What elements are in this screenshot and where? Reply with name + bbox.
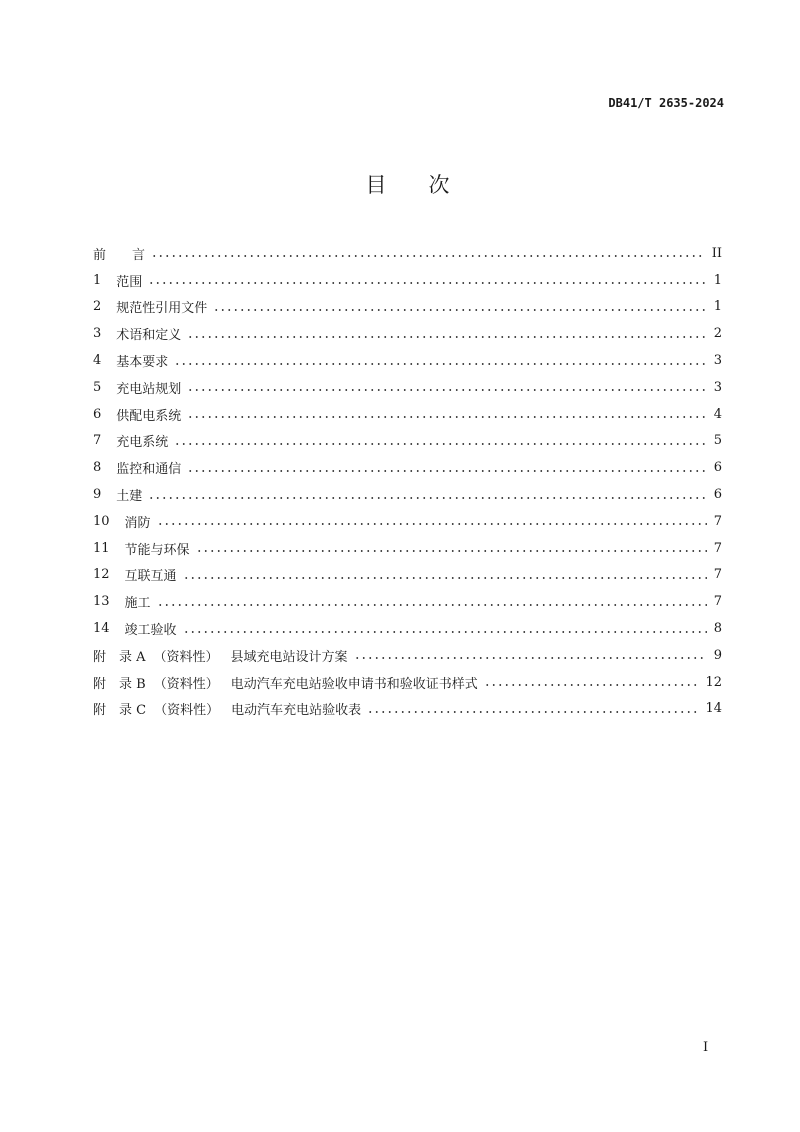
dot-leader — [148, 490, 706, 500]
dot-leader — [484, 677, 699, 687]
toc-entry-title: 供配电系统 — [116, 408, 182, 424]
dot-leader — [157, 516, 707, 526]
toc-entry-number: 10 — [93, 513, 110, 529]
toc-entry-number: 11 — [93, 540, 110, 556]
toc-entry-foreword — [93, 240, 722, 267]
dot-leader — [187, 382, 706, 392]
toc-entry — [93, 615, 722, 642]
toc-entry-page: 7 — [713, 594, 722, 610]
toc-entry-number: 2 — [93, 299, 102, 315]
toc-entry-page: 3 — [713, 379, 722, 395]
toc-entry-title: 规范性引用文件 — [116, 301, 208, 317]
page-title: 目 次 — [365, 173, 450, 197]
toc-entry-title: 范围 — [116, 274, 143, 290]
toc-entry-number: 6 — [93, 406, 102, 422]
toc-entry-title: 消防 — [124, 515, 151, 531]
dot-leader — [187, 329, 706, 339]
dot-leader — [183, 570, 707, 580]
toc-entry-number: 13 — [93, 594, 110, 610]
dot-leader — [174, 356, 706, 366]
toc-entry — [93, 320, 722, 347]
toc-entry — [93, 294, 722, 321]
toc-entry-number: 1 — [93, 272, 102, 288]
toc-entry-number: 8 — [93, 460, 102, 476]
toc-entry-title: 竣工验收 — [124, 623, 177, 639]
toc-entry-title: 互联互通 — [124, 569, 177, 585]
toc-entry-appendix — [93, 642, 722, 669]
toc-entry-page: 6 — [713, 487, 722, 503]
toc-entry-number: 12 — [93, 567, 110, 583]
toc-entry — [93, 267, 722, 294]
toc-entry — [93, 535, 722, 562]
toc-entry-page: 1 — [713, 272, 722, 288]
toc-entry-title: 基本要求 — [116, 355, 169, 371]
toc-entry — [93, 374, 722, 401]
toc-entry-title: 监控和通信 — [116, 462, 182, 478]
toc-entry-page: 12 — [705, 674, 722, 690]
toc-entry-page: 3 — [713, 353, 722, 369]
toc-entry-page: II — [711, 245, 722, 261]
dot-leader — [148, 275, 706, 285]
toc-entry-page: 4 — [713, 406, 722, 422]
toc-entry-number: 4 — [93, 353, 102, 369]
appendix-note: （资料性） — [153, 649, 219, 665]
toc-entry-title: 充电站规划 — [116, 381, 182, 397]
toc-entry — [93, 588, 722, 615]
toc-entry-title: 施工 — [124, 596, 151, 612]
toc-entry — [93, 401, 722, 428]
toc-entry-number: 9 — [93, 487, 102, 503]
toc-entry-page: 1 — [713, 299, 722, 315]
toc-entry-page: 7 — [713, 540, 722, 556]
toc-entry — [93, 347, 722, 374]
toc-entry-appendix — [93, 669, 722, 696]
dot-leader — [187, 463, 706, 473]
table-of-contents — [93, 240, 722, 722]
dot-leader — [213, 302, 706, 312]
dot-leader — [151, 248, 705, 258]
page-number: I — [703, 1040, 709, 1055]
toc-entry-title: 节能与环保 — [124, 542, 190, 558]
appendix-label: 附 录 B — [93, 676, 146, 692]
toc-entry-title: 前 言 — [93, 247, 146, 263]
toc-entry-number: 7 — [93, 433, 102, 449]
toc-entry-appendix — [93, 696, 722, 723]
toc-entry-page: 2 — [713, 326, 722, 342]
dot-leader — [367, 704, 698, 714]
appendix-label: 附 录 A — [93, 649, 146, 665]
toc-entry-title: 术语和定义 — [116, 328, 182, 344]
toc-entry-number: 5 — [93, 379, 102, 395]
appendix-note: （资料性） — [153, 676, 219, 692]
dot-leader — [174, 436, 706, 446]
dot-leader — [187, 409, 706, 419]
dot-leader — [183, 624, 707, 634]
toc-entry — [93, 454, 722, 481]
toc-entry-number: 3 — [93, 326, 102, 342]
toc-entry-title: 电动汽车充电站验收表 — [231, 703, 362, 719]
toc-entry — [93, 508, 722, 535]
toc-entry — [93, 428, 722, 455]
toc-entry-page: 6 — [713, 460, 722, 476]
dot-leader — [354, 650, 707, 660]
toc-entry-page: 7 — [713, 513, 722, 529]
toc-entry-title: 充电系统 — [116, 435, 169, 451]
dot-leader — [157, 597, 707, 607]
dot-leader — [196, 543, 707, 553]
toc-entry-page: 9 — [713, 647, 722, 663]
toc-entry-title: 县域充电站设计方案 — [230, 649, 348, 665]
toc-entry — [93, 481, 722, 508]
appendix-note: （资料性） — [154, 703, 220, 719]
document-code: DB41/T 2635-2024 — [608, 96, 724, 110]
toc-entry-title: 土建 — [116, 489, 143, 505]
toc-entry-number: 14 — [93, 621, 110, 637]
toc-entry — [93, 562, 722, 589]
toc-entry-page: 5 — [713, 433, 722, 449]
toc-entry-page: 14 — [705, 701, 722, 717]
appendix-label: 附 录 C — [93, 703, 147, 719]
toc-entry-title: 电动汽车充电站验收申请书和验收证书样式 — [230, 676, 478, 692]
toc-entry-page: 8 — [713, 621, 722, 637]
toc-entry-page: 7 — [713, 567, 722, 583]
